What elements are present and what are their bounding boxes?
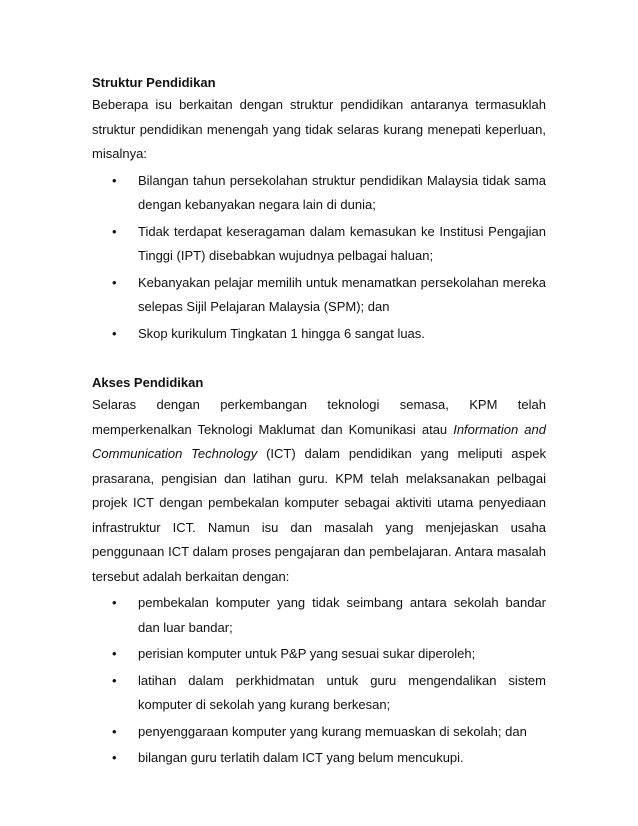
list-item [112,720,546,745]
intro-text-part1: Selaras dengan perkembangan teknologi semasa, KPM telah memperkenalkan Teknologi Maklumat dan Komunikasi atau [92,397,546,437]
bullet-icon: • [112,172,117,188]
section-heading-akses: Akses Pendidikan [92,375,204,390]
bullet-list-akses [92,591,546,771]
list-item-text: pembekalan komputer yang tidak seimbang antara sekolah bandar dan luar bandar; [138,595,546,635]
section-intro-struktur: Beberapa isu berkaitan dengan struktur pendidikan antaranya termasuklah struktur pendidikan menengah yang tidak selaras kurang menepati keperluan, misalnya: [92,97,546,161]
list-item-text: Skop kurikulum Tingkatan 1 hingga 6 sangat luas. [138,325,425,341]
list-item [112,642,546,667]
list-item [112,220,546,269]
bullet-icon: • [112,750,117,765]
intro-text-part2: (ICT) dalam pendidikan yang meliputi aspek prasarana, pengisian dan latihan guru. KPM telah melaksanakan pelbagai projek ICT dengan pembekalan komputer sebagai aktiviti utama penyediaan infrastruktur ICT. Namun isu dan masalah yang menjejaskan usaha penggunaan ICT dalam proses pengajaran dan pembelajaran. Antara masalah tersebut adalah berkaitan dengan: [92,446,546,584]
bullet-icon: • [112,274,117,290]
section-spacer [92,346,546,373]
list-item [112,746,546,771]
bullet-icon: • [112,325,117,341]
list-item-text: perisian komputer untuk P&P yang sesuai sukar diperoleh; [138,646,476,661]
bullet-icon: • [112,223,117,239]
list-item-text: latihan dalam perkhidmatan untuk guru mengendalikan sistem komputer di sekolah yang kurang berkesan; [138,672,546,712]
list-item [112,669,546,718]
list-item [112,591,546,640]
bullet-list-struktur [92,169,546,347]
list-item-text: bilangan guru terlatih dalam ICT yang belum mencukupi. [138,750,464,765]
bullet-icon: • [112,723,117,739]
list-item [112,271,546,320]
document-page [92,73,546,771]
list-item-text: Tidak terdapat keseragaman dalam kemasukan ke Institusi Pengajian Tinggi (IPT) disebabkan wujudnya pelbagai haluan; [138,223,546,263]
section-intro-akses [92,393,546,589]
intro-text-italic: Information and Communication Technology [92,421,546,461]
list-item-text: penyenggaraan komputer yang kurang memuaskan di sekolah; dan [138,723,527,739]
list-item [112,169,546,218]
list-item-text: Bilangan tahun persekolahan struktur pendidikan Malaysia tidak sama dengan kebanyakan negara lain di dunia; [138,172,546,212]
bullet-icon: • [112,646,117,661]
list-item-text: Kebanyakan pelajar memilih untuk menamatkan persekolahan mereka selepas Sijil Pelajaran Malaysia (SPM); dan [138,274,546,314]
bullet-icon: • [112,672,117,688]
list-item [112,322,546,347]
section-heading-struktur: Struktur Pendidikan [92,75,216,90]
bullet-icon: • [112,595,117,610]
